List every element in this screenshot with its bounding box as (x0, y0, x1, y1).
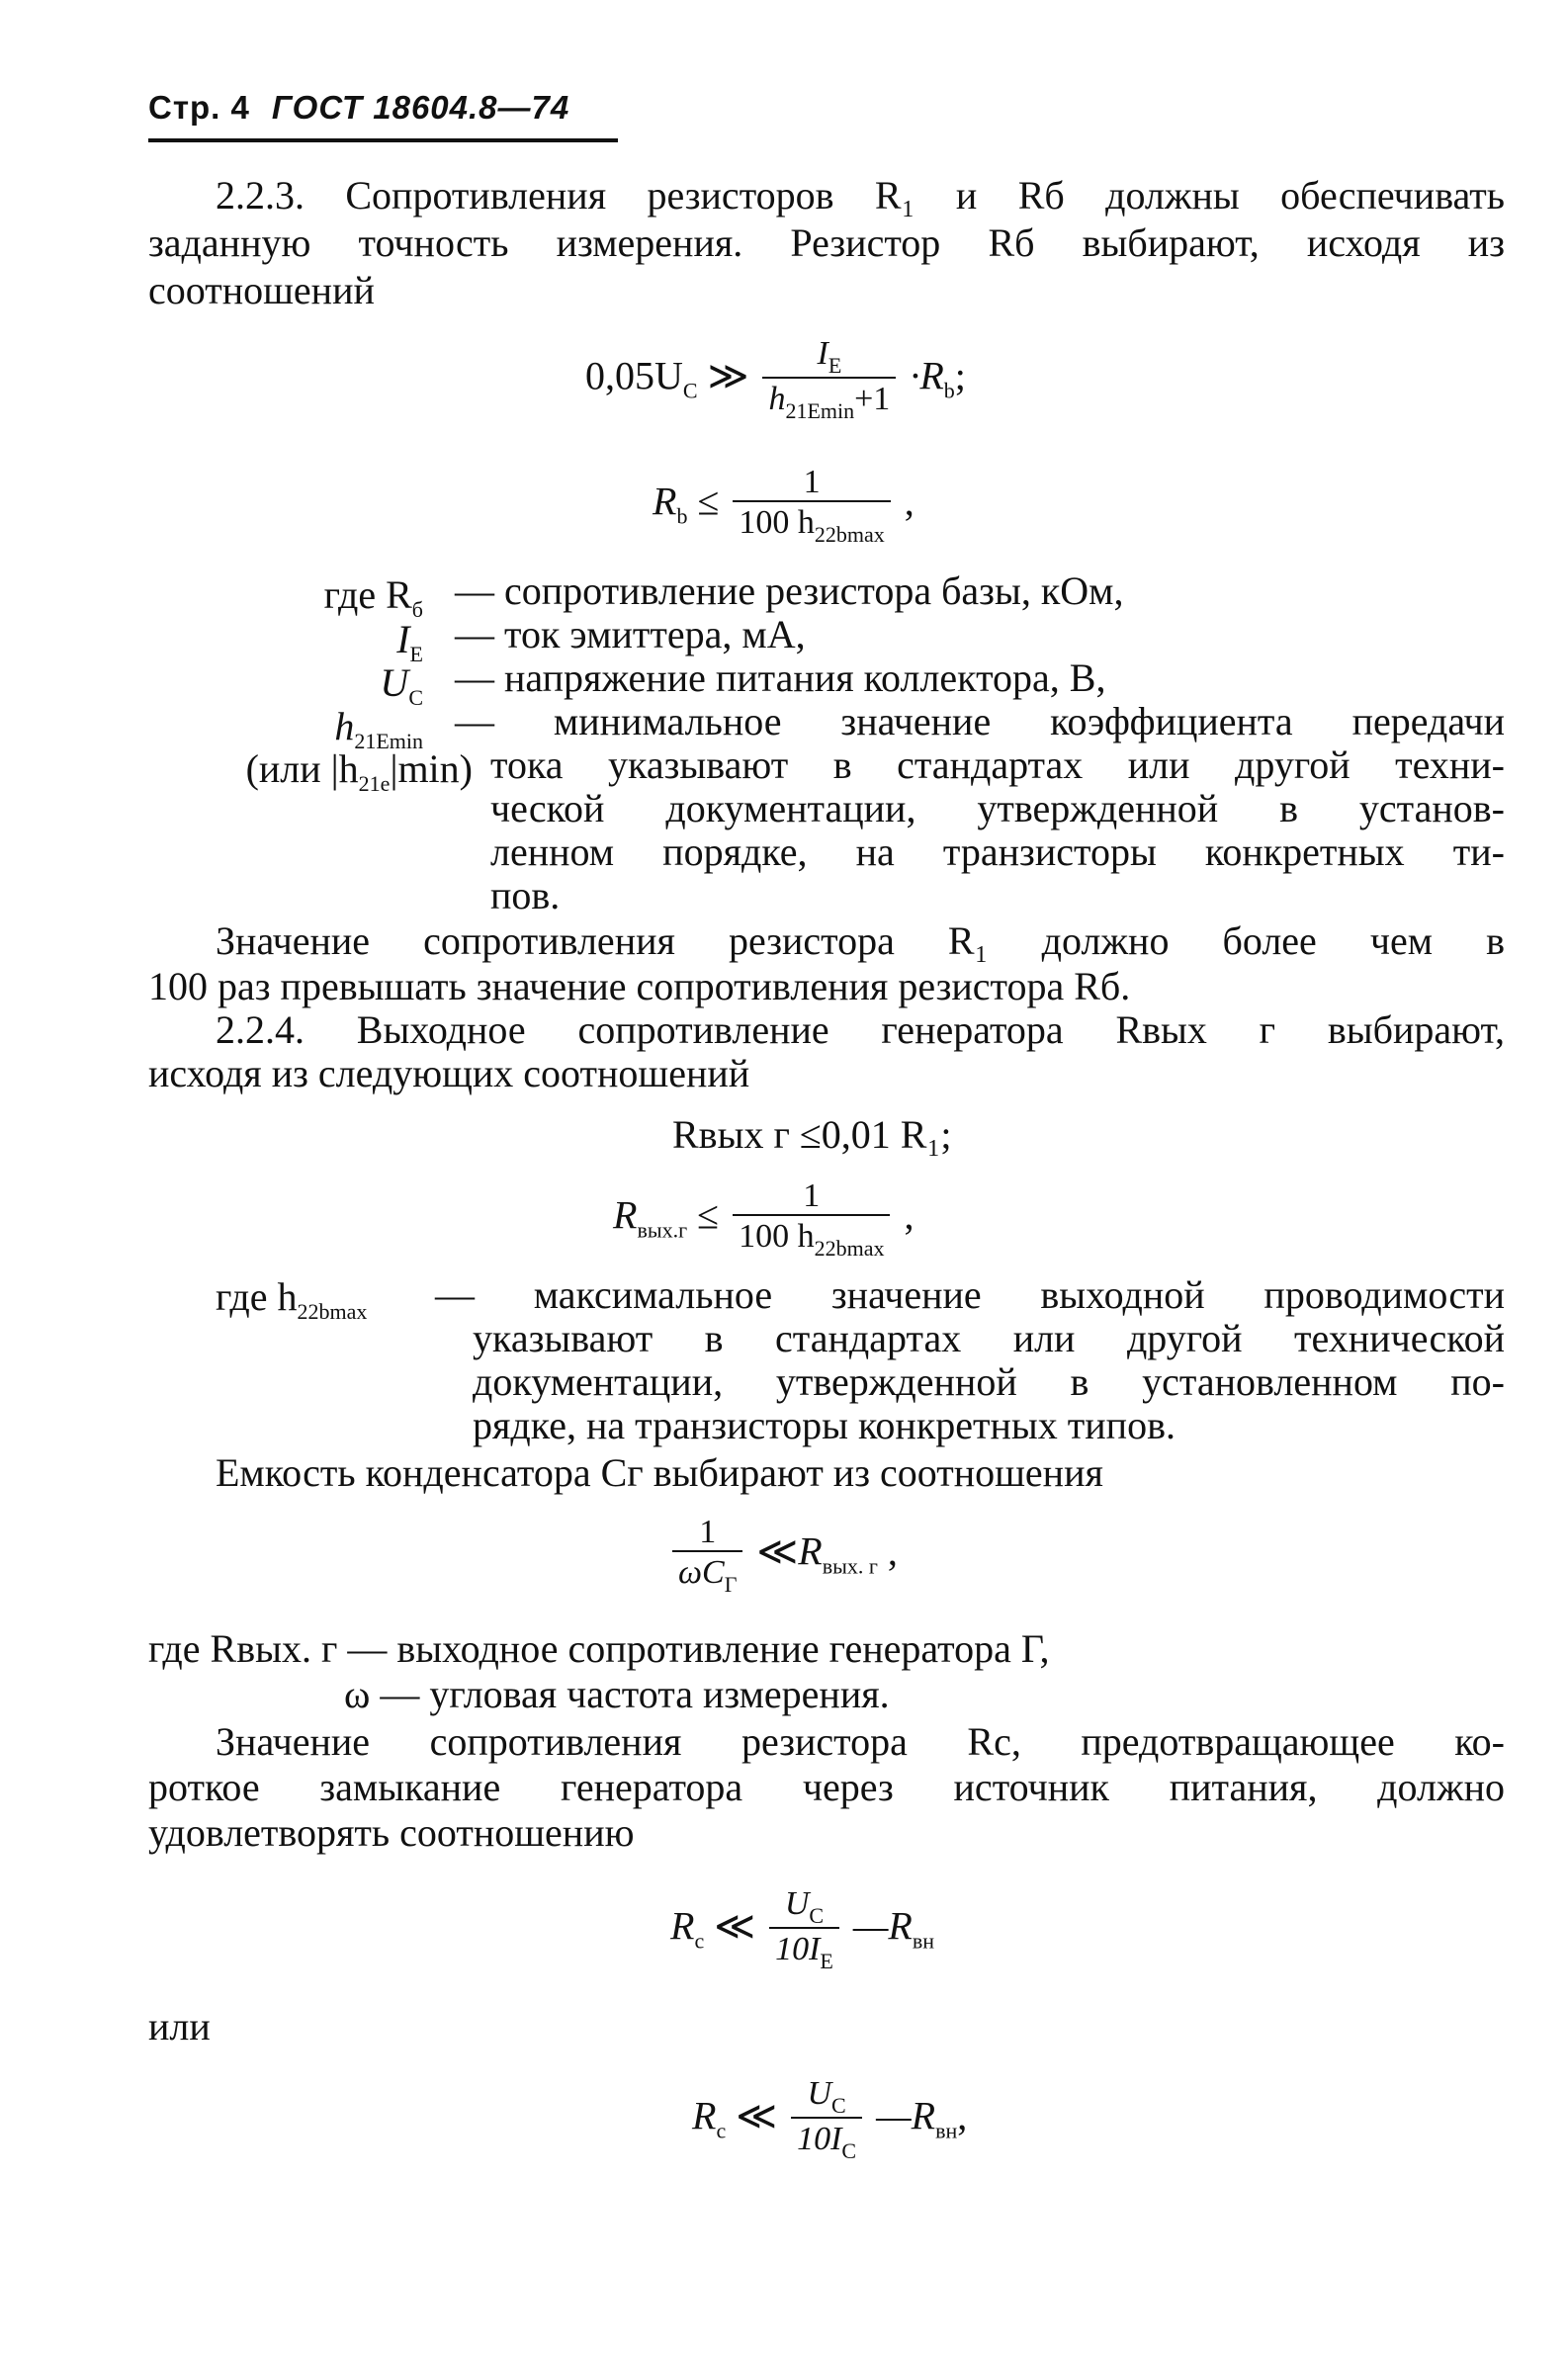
def3-line-1: где Rвых. г — выходное сопротивление генератора Г, (148, 1626, 1050, 1671)
s223-line-1: 2.2.3. Сопротивления резисторов R₁ и Rб должны обеспечивать (216, 173, 1505, 218)
def2-line-4: рядке, на транзисторы конкретных типов. (473, 1403, 1176, 1447)
page-header (148, 91, 569, 124)
formula-4: $R_{вых.г}$ ≤ $\frac{1}{100 h_{22bmax}}$ , (613, 1177, 915, 1261)
p-r1-line-1: Значение сопротивления резистора R₁ должно более чем в (216, 918, 1505, 963)
def-term-h21e: (или $|h_{21e}|\min$) (245, 746, 473, 796)
def2-line-3: документации, утвержденной в установленном по- (473, 1359, 1505, 1404)
formula-5-fraction: $\frac{1}{\omega C_Г}$ (672, 1515, 742, 1597)
def-text-uc: — напряжение питания коллектора, В, (455, 655, 1106, 700)
formula-6-fraction: $\frac{U_C}{10I_E}$ (769, 1886, 839, 1973)
formula-5: $\frac{1}{\omega C_Г}$ $≪R_{вых. г}$ , (668, 1515, 898, 1597)
formula-4-fraction: $\frac{1}{100 h_{22bmax}}$ (733, 1178, 890, 1261)
p-r1-line-2: 100 раз превышать значение сопротивления резистора Rб. (148, 964, 1131, 1008)
def-cont-3: ленном порядке, на транзисторы конкретных ти- (490, 829, 1505, 874)
formula-1-fraction: $\frac{I_E}{h_{21Emin}+1}$ (762, 336, 896, 423)
s223-line-2: заданную точность измерения. Резистор Rб выбирают, исходя из (148, 220, 1505, 265)
def-cont-4: пов. (490, 873, 561, 917)
page-number: Стр. 4 (148, 89, 250, 126)
formula-7-fraction: $\frac{U_C}{10I_C}$ (791, 2076, 862, 2163)
s224-line-2: исходя из следующих соотношений (148, 1051, 750, 1095)
def-text-ie: — ток эмиттера, мА, (455, 612, 806, 656)
p-rc-line-2: роткое замыкание генератора через источник питания, должно (148, 1765, 1505, 1809)
formula-2-fraction: $\frac{1}{100 h_{22bmax}}$ (733, 465, 890, 547)
or-word: или (148, 2004, 211, 2048)
def-text-h21: — минимальное значение коэффициента передачи (455, 699, 1505, 743)
standard-code: ГОСТ 18604.8—74 (271, 89, 570, 126)
p-cg: Емкость конденсатора Cг выбирают из соотношения (216, 1450, 1103, 1495)
def-cont-1: тока указывают в стандартах или другой техни- (490, 742, 1505, 787)
p-rc-line-3: удовлетворять соотношению (148, 1810, 635, 1855)
p-rc-line-1: Значение сопротивления резистора Rc, предотвращающее ко- (216, 1719, 1505, 1764)
def-term-uc: $U_C$ (380, 660, 423, 710)
header-rule (148, 138, 618, 142)
def-cont-2: ческой документации, утвержденной в установ- (490, 786, 1505, 830)
def2-term: где $h_{22bmax}$ (216, 1274, 368, 1324)
def2-line-1: — максимальное значение выходной проводимости (435, 1272, 1505, 1317)
formula-7: $R_c$ ≪ $\frac{U_C}{10I_C}$ $—R_{вн}$, (692, 2075, 968, 2164)
def3-line-2: ω — угловая частота измерения. (344, 1672, 890, 1716)
def-term-rb: где $R_б$ (323, 572, 423, 622)
formula-3: Rвых г ≤0,01 R₁; (672, 1112, 952, 1157)
formula-1: $0,05U_C$ ≫ $\frac{I_E}{h_{21Emin}+1}$ $\cdot R_b$; (585, 335, 966, 424)
formula-6: $R_c$ ≪ $\frac{U_C}{10I_E}$ $—R_{вн}$ (670, 1885, 935, 1974)
formula-2: $R_b$ ≤ $\frac{1}{100 h_{22bmax}}$ , (653, 464, 915, 547)
def2-line-2: указывают в стандартах или другой технической (473, 1316, 1505, 1360)
s224-line-1: 2.2.4. Выходное сопротивление генератора Rвых г выбирают, (216, 1007, 1505, 1052)
s223-line-3: соотношений (148, 268, 375, 312)
def-text-rb: — сопротивление резистора базы, кОм, (455, 568, 1124, 613)
def-term-ie: $I_E$ (396, 617, 423, 666)
def-term-h21: $h_{21Emin}$ (334, 704, 423, 753)
